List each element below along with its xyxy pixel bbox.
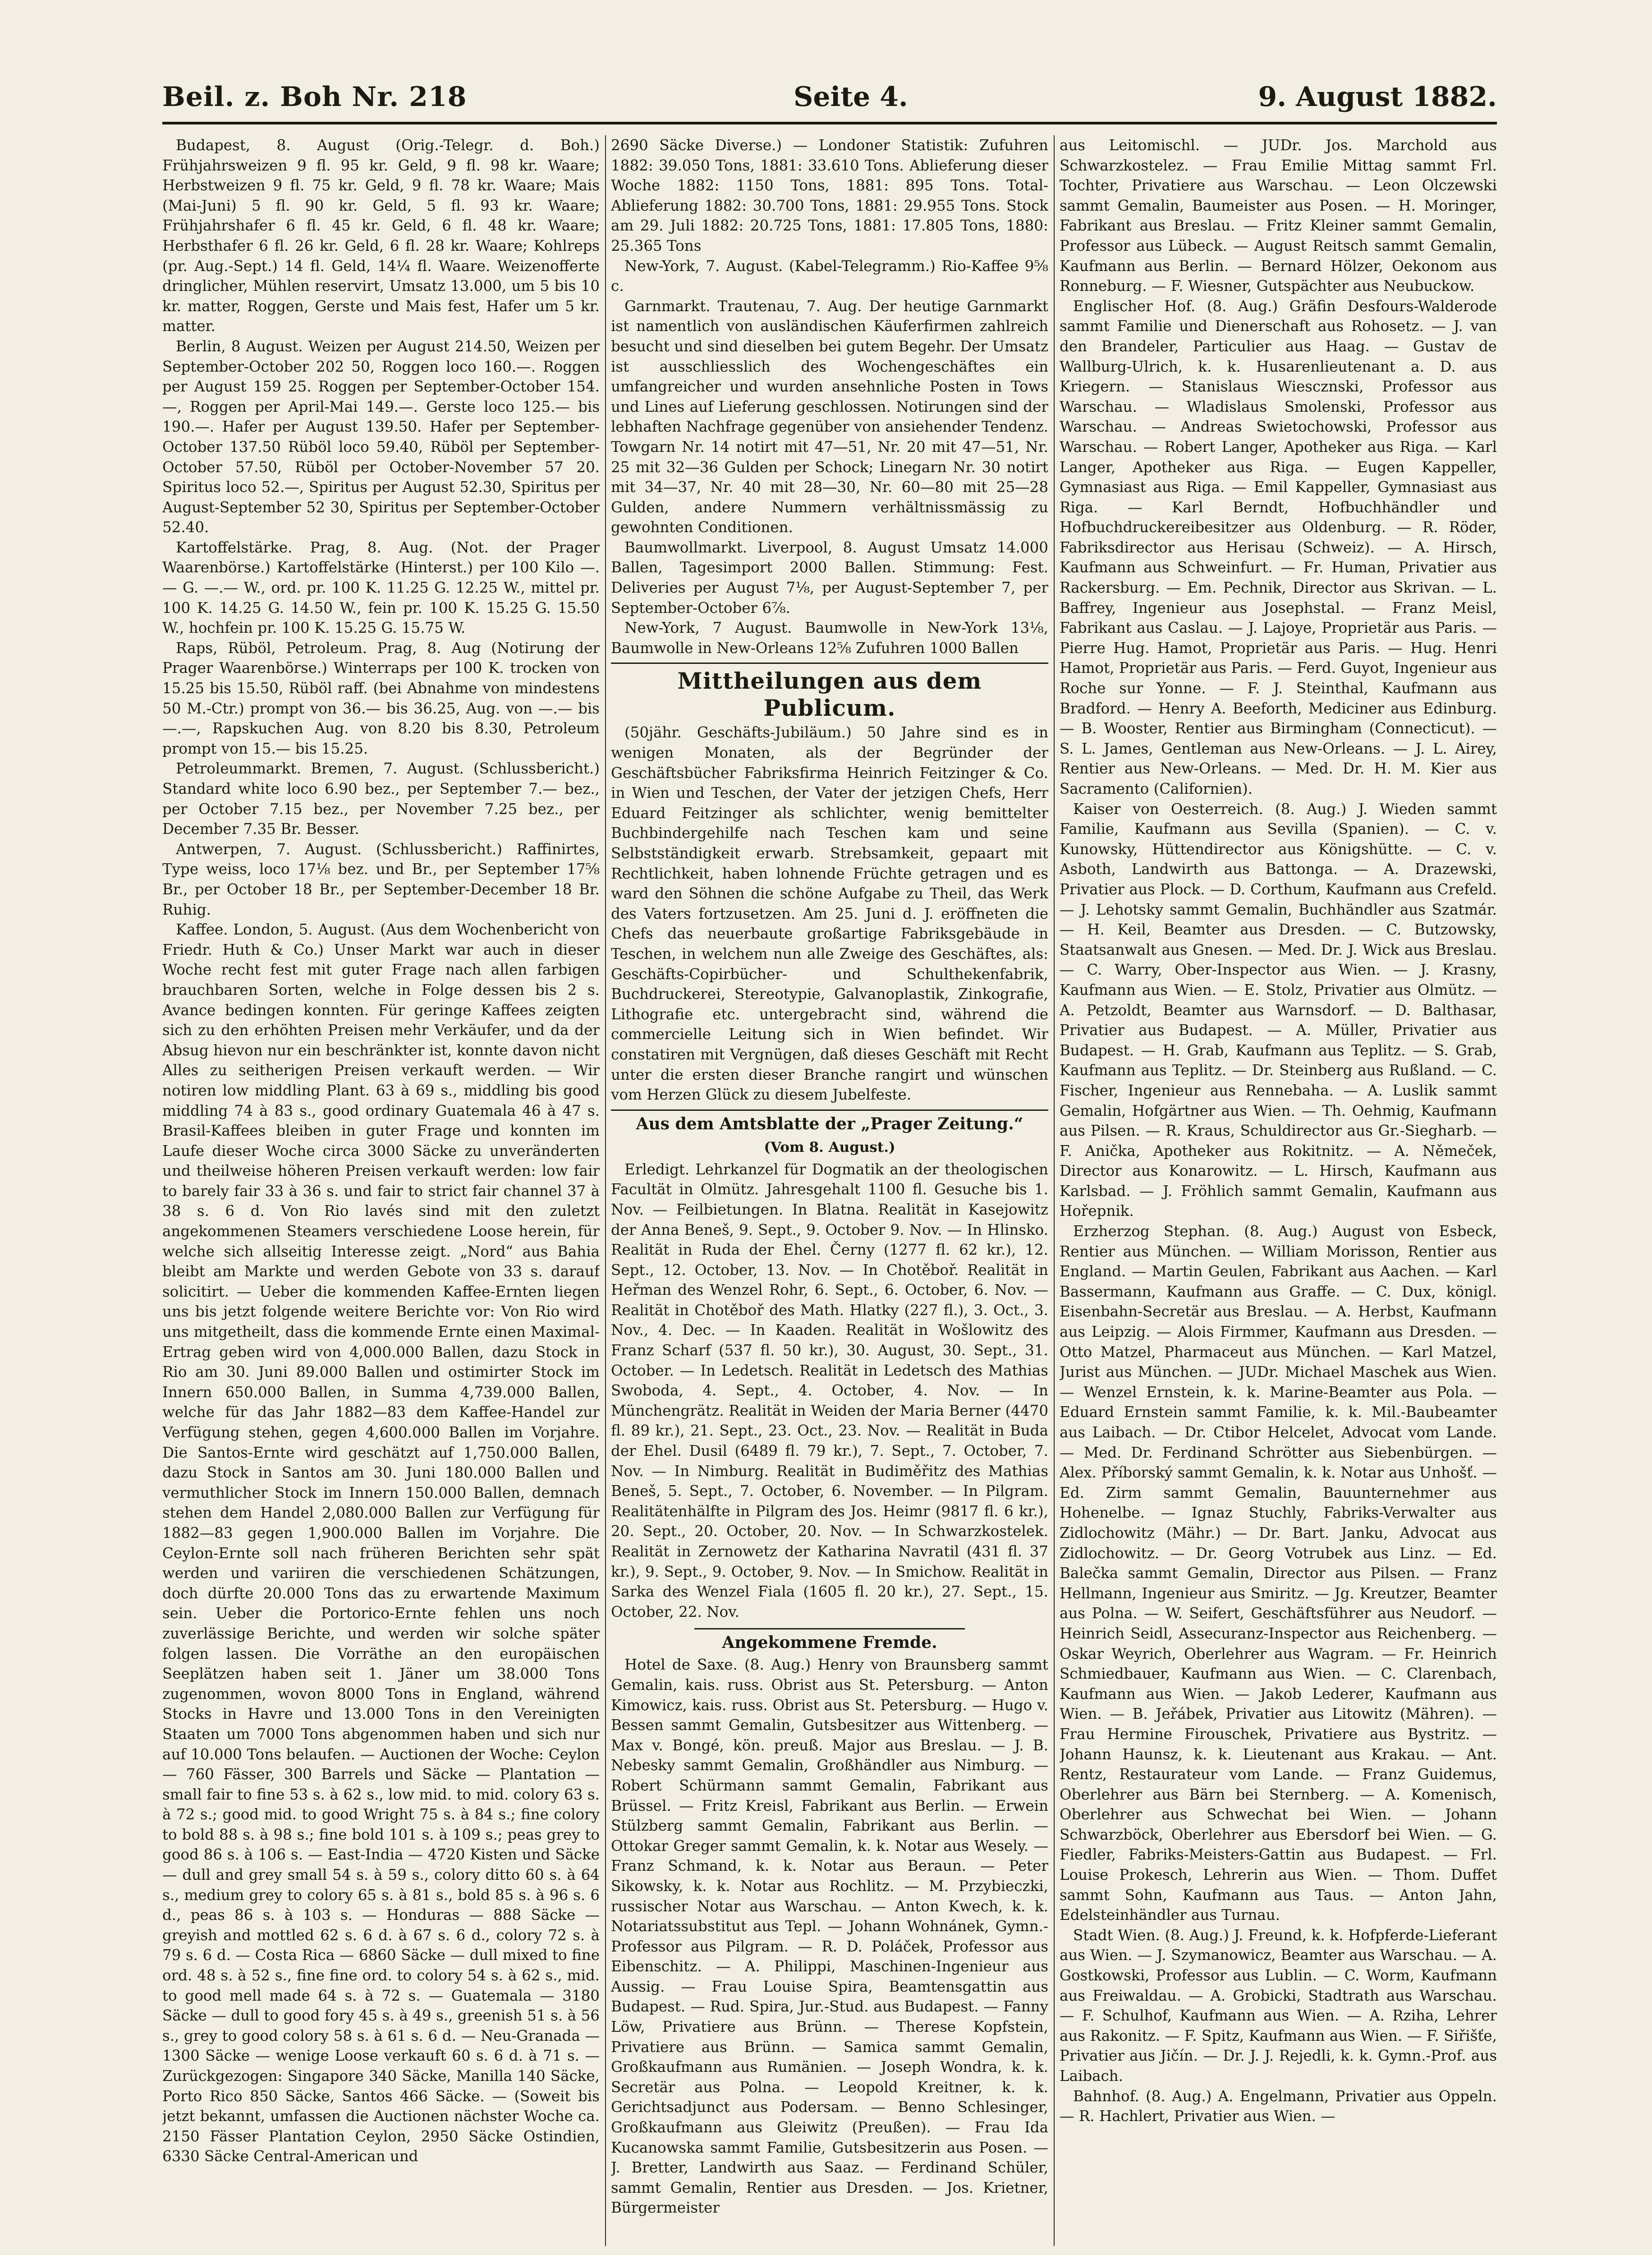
guest-list-kaiser-von-oesterreich: Kaiser von Oesterreich. (8. Aug.) J. Wieden sammt Familie, Kaufmann aus Sevilla (Spanien). — C. v. Kunowsky, Hüttendirector aus Königshütte. — C. v. Asboth, Landwirth aus Battonga. — A. Drazewski, Privatier aus Plock. — D. Corthum, Kaufmann aus Crefeld. — J. Lehotsky sammt Gemalin, Buchhändler aus Szatmár. — H. Keil, Beamter aus Dresden. — C. Butzowsky, Staatsanwalt aus Gnesen. — Med. Dr. J. Wick aus Breslau. — C. Warry, Ober-Inspector aus Wien. — J. Krasny, Kaufmann aus Wien. — E. Stolz, Privatier aus Olmütz. — A. Petzoldt, Beamter aus Warnsdorf. — D. Balthasar, Privatier aus Budapest. — A. Müller, Privatier aus Budapest. — H. Grab, Kaufmann aus Teplitz. — S. Grab, Kaufmann aus Teplitz. — Dr. Steinberg aus Rußland. — C. Fischer, Ingenieur aus Rennebaha. — A. Luslik sammt Gemalin, Hofgärtner aus Wien. — Th. Oehmig, Kaufmann aus Pilsen. — R. Kraus, Schuldirector aus Gr.-Siegharb. — F. Anička, Apotheker aus Rokitnitz. — A. Němeček, Director aus Konarowitz. — L. Hirsch, Kaufmann aus Karlsbad. — J. Fröhlich sammt Gemalin, Kaufmann aus Hořepnik. <box>1060 800 1497 1220</box>
article-geschaefts-jubilaeum: (50jähr. Geschäfts-Jubiläum.) 50 Jahre sind es in wenigen Monaten, als der Begründer der Geschäftsbücher Fabriksfirma Heinrich Feitzinger & Co. in Wien und Teschen, der Vater der jetzigen Chefs, Herr Eduard Feitzinger als schlichter, wenig bemittelter Buchbindergehilfe nach Teschen kam und seine Selbstständigkeit erwarb. Strebsamkeit, gepaart mit Rechtlichkeit, haben lohnende Früchte getragen und es ward den Söhnen die schöne Aufgabe zu Theil, das Werk des Vaters fortzusetzen. Am 25. Juni d. J. eröffneten die Chefs das neuerbaute großartige Fabriksgebäude in Teschen, in welchem nun alle Zweige des Geschäftes, als: Geschäfts-Copirbücher- und Schulthekenfabrik, Buchdruckerei, Stereotypie, Galvanoplastik, Zinkografie, Lithografie etc. untergebracht sind, während die commercielle Leitung sich in Wien befindet. Wir constatiren mit Vergnügen, daß dieses Geschäft mit Recht unter die ersten dieser Branche rangirt und wünschen vom Herzen Glück zu diesem Jubelfeste. <box>611 724 1048 1104</box>
market-report-kartoffelstaerke: Kartoffelstärke. Prag, 8. Aug. (Not. der Prager Waarenbörse.) Kartoffelstärke (Hinterst.) per 100 Kilo —.— G. —.— W., ord. pr. 100 K. 11.25 G. 12.25 W., mittel pr. 100 K. 14.25 G. 14.50 W., fein pr. 100 K. 15.25 G. 15.50 W., hochfein pr. 100 K. 15.25 G. 15.75 W. <box>162 538 600 637</box>
section-rule <box>611 663 1048 664</box>
market-report-antwerpen: Antwerpen, 7. August. (Schlussbericht.) Raffinirtes, Type weiss, loco 17⅛ bez. und Br., per September 17⅝ Br., per October 18 Br., per September-December 18 Br. Ruhig. <box>162 840 600 918</box>
guest-list-englischer-hof: Englischer Hof. (8. Aug.) Gräfin Desfours-Walderode sammt Familie und Dienerschaft aus Rohosetz. — J. van den Brandeler, Particulier aus Haag. — Gustav de Wallburg-Ulrich, k. k. Husarenlieutenant a. D. aus Kriegern. — Stanislaus Wiescznski, Professor aus Warschau. — Wladislaus Smolenski, Professor aus Warschau. — Andreas Swietochowski, Professor aus Warschau. — Robert Langer, Apotheker aus Riga. — Karl Langer, Apotheker aus Riga. — Eugen Kappeller, Gymnasiast aus Riga. — Emil Kappeller, Gymnasiast aus Riga. — Karl Berndt, Hofbuchhändler und Hofbuchdruckereibesitzer aus Oldenburg. — R. Röder, Fabriksdirector aus Herisau (Schweiz). — A. Hirsch, Kaufmann aus Schweinfurt. — Fr. Human, Privatier aus Rackersburg. — Em. Pechnik, Director aus Skrivan. — L. Baffrey, Ingenieur aus Josephstal. — Franz Meisl, Fabrikant aus Caslau. — J. Lajoye, Proprietär aus Paris. — Pierre Hug. Hamot, Proprietär aus Paris. — Hug. Henri Hamot, Proprietär aus Paris. — Ferd. Guyot, Ingenieur aus Roche sur Yonne. — F. J. Steinthal, Kaufmann aus Bradford. — Henry A. Beeforth, Mediciner aus Edinburg. — B. Wooster, Rentier aus Birmingham (Connecticut). — S. L. James, Gentleman aus New-Orleans. — J. L. Airey, Rentier aus New-Orleans. — Med. Dr. H. M. Kier aus Sacramento (Californien). <box>1060 297 1497 797</box>
amtsblatt-notices: Erledigt. Lehrkanzel für Dogmatik an der theologischen Facultät in Olmütz. Jahresgehalt 1100 fl. Gesuche bis 1. Nov. — Feilbietungen. In Blatna. Realität in Kasejowitz der Anna Beneš, 9. Sept., 9. October 9. Nov. — In Hlinsko. Realität in Ruda der Ehel. Černy (1277 fl. 62 kr.), 12. Sept., 12. October, 13. Nov. — In Chotěboř. Realität in Heřman des Wenzel Rohr, 6. Sept., 6. October, 6. Nov. — Realität in Chotěboř des Math. Hlatky (227 fl.), 3. Oct., 3. Nov., 4. Dec. — In Kaaden. Realität in Wošlowitz des Franz Scharf (537 fl. 50 kr.), 30. August, 30. Sept., 31. October. — In Ledetsch. Realität in Ledetsch des Mathias Swoboda, 4. Sept., 4. October, 4. Nov. — In Münchengrätz. Realität in Weiden der Maria Berner (4470 fl. 89 kr.), 21. Sept., 23. Oct., 23. Nov. — Realität in Buda der Ehel. Dusil (6489 fl. 79 kr.), 7. Sept., 7. October, 7. Nov. — In Nimburg. Realität in Budiměřitz des Mathias Beneš, 5. Sept., 7. October, 6. November. — In Pilgram. Realitätenhälfte in Pilgram des Jos. Heimr (9817 fl. 6 kr.), 20. Sept., 20. October, 20. Nov. — In Schwarzkostelek. Realität in Zernowetz der Katharina Navratil (431 fl. 37 kr.), 9. Sept., 9. October, 9. Nov. — In Smichow. Realität in Sarka des Wenzel Fiala (1605 fl. 20 kr.), 27. Sept., 15. October, 22. Nov. <box>611 1160 1048 1620</box>
kaffee-statistik: 2690 Säcke Diverse.) — Londoner Statistik: Zufuhren 1882: 39.050 Tons, 1881: 33.610 Tons. Ablieferung dieser Woche 1882: 1150 Tons, 1881: 895 Tons. Total-Ablieferung 1882: 30.700 Tons, 1881: 29.955 Tons. Stock am 29. Juli 1882: 20.725 Tons, 1881: 17.805 Tons, 1880: 25.365 Tons <box>611 137 1048 254</box>
column-middle <box>611 135 1048 2246</box>
section-title-publicum: Mittheilungen aus dem Publicum. <box>677 667 982 722</box>
guest-list-hotel-de-saxe: Hotel de Saxe. (8. Aug.) Henry von Braunsberg sammt Gemalin, kais. russ. Obrist aus St. Petersburg. — Anton Kimowicz, kais. russ. Obrist aus St. Petersburg. — Hugo v. Bessen sammt Gemalin, Gutsbesitzer aus Wittenberg. — Max v. Bongé, kön. preuß. Major aus Breslau. — J. B. Nebesky sammt Gemalin, Großhändler aus Nimburg. — Robert Schürmann sammt Gemalin, Fabrikant aus Brüssel. — Fritz Kreisl, Fabrikant aus Berlin. — Erwein Stülzberg sammt Gemalin, Fabrikant aus Berlin. — Ottokar Greger sammt Gemalin, k. k. Notar aus Wesely. — Franz Schmand, k. k. Notar aus Beraun. — Peter Sikowsky, k. k. Notar aus Rochlitz. — M. Przybieczki, russischer Notar aus Warschau. — Anton Kwech, k. k. Notariatssubstitut aus Tepl. — Johann Wohnánek, Gymn.-Professor aus Pilgram. — R. D. Poláček, Professor aus Eibenschitz. — A. Philippi, Maschinen-Ingenieur aus Aussig. — Frau Louise Spira, Beamtensgattin aus Budapest. — Rud. Spira, Jur.-Stud. aus Budapest. — Fanny Löw, Privatiere aus Brünn. — Therese Kopfstein, Privatiere aus Brünn. — Samica sammt Gemalin, Großkaufmann aus Rumänien. — Joseph Wondra, k. k. Secretär aus Polna. — Leopold Kreitner, k. k. Gerichtsadjunct aus Podersam. — Benno Schlesinger, Großkaufmann aus Gleiwitz (Preußen). — Frau Ida Kucanowska sammt Familie, Gutsbesitzerin aus Posen. — J. Bretter, Landwirth aus Saaz. — Ferdinand Schüler, sammt Gemalin, Rentier aus Dresden. — Jos. Krietner, Bürgermeister <box>611 1656 1048 2217</box>
guest-list-bahnhof: Bahnhof. (8. Aug.) A. Engelmann, Privatier aus Oppeln. — R. Hachlert, Privatier aus Wien. — <box>1060 2087 1497 2125</box>
section-title-amtsblatt: Aus dem Amtsblatte der „Prager Zeitung.“ <box>636 1114 1023 1133</box>
newspaper-sheet <box>162 72 1497 2255</box>
amtsblatt-date: (Vom 8. August.) <box>764 1139 895 1155</box>
market-report-kaffee: Kaffee. London, 5. August. (Aus dem Wochenbericht von Friedr. Huth & Co.) Unser Markt war auch in dieser Woche recht fest mit guter Frage nach allen farbigen brauchbaren Sorten, welche in Folge dessen bis 2 s. Avance bedingen konnten. Für geringe Kaffees zeigten sich zu den erhöhten Preisen mehr Verkäufer, und da der Absug hievon nur ein beschränkter ist, konnte davon nicht Alles zu seitherigen Preisen verkauft werden. — Wir notiren low middling Plant. 63 à 69 s., middling bis good middling 74 à 83 s., good ordinary Guatemala 46 à 47 s. Brasil-Kaffees bleiben in guter Frage und konnten im Laufe dieser Woche circa 3000 Säcke zu unveränderten und theilweise höheren Preisen verkauft werden: low fair to barely fair 33 à 36 s. und fair to strict fair channel 37 à 38 s. 6 d. Von Rio lavés sind mit den zuletzt angekommenen Steamers verschiedene Loose herein, für welche sich allseitig Interesse zeigt. „Nord“ aus Bahia bleibt am Markte und werden Gebote von 33 s. darauf solicitirt. — Ueber die kommenden Kaffee-Ernten liegen uns bis jetzt folgende weitere Berichte vor: Von Rio wird uns mitgetheilt, dass die kommende Ernte einen Maximal-Ertrag geben wird von 4,000.000 Ballen, dazu Stock in Rio am 30. Juni 89.000 Ballen und ostimirter Stock im Innern 650.000 Ballen, in Summa 4,739.000 Ballen, welche für das Jahr 1882—83 dem Kaffee-Handel zur Verfügung stehen, gegen 4,600.000 Ballen im Vorjahre. Die Santos-Ernte wird geschätzt auf 1,750.000 Ballen, dazu Stock in Santos am 30. Juni 180.000 Ballen und vermuthlicher Stock im Innern 150.000 Ballen, demnach stehen dem Handel 2,080.000 Ballen zur Verfügung für 1882—83 gegen 1,900.000 Ballen im Vorjahre. Die Ceylon-Ernte soll nach früheren Berichten sehr spät werden und variiren die verschiedenen Schätzungen, doch dürfte 20.000 Tons das zu erwartende Maximum sein. Ueber die Portorico-Ernte fehlen uns noch zuverlässige Berichte, und werden wir solche später folgen lassen. Die Vorräthe an den europäischen Seeplätzen haben seit 1. Jäner um 38.000 Tons zugenommen, wovon 8000 Tons in England, während Stocks in Havre und 13.000 Tons in den Vereinigten Staaten um 7000 Tons abgenommen haben und sich nur auf 10.000 Tons belaufen. — Auctionen der Woche: Ceylon — 760 Fässer, 300 Barrels und Säcke — Plantation — small fair to fine 53 s. à 62 s., low mid. to mid. colory 63 s. à 72 s.; good mid. to good Wright 75 s. à 84 s.; fine colory to bold 88 s. à 98 s.; fine bold 101 s. à 109 s.; peas grey to good 86 s. à 106 s. — East-India — 4720 Kisten und Säcke — dull and grey small 54 s. à 59 s., colory ditto 60 s. à 64 s., medium grey to colory 65 s. à 81 s., bold 85 s. à 96 s. 6 d., peas 86 s. à 103 s. — Honduras — 888 Säcke — greyish and mottled 62 s. 6 d. à 67 s. 6 d., colory 72 s. à 79 s. 6 d. — Costa Rica — 6860 Säcke — dull mixed to fine ord. 48 s. à 52 s., fine fine ord. to colory 54 s. à 62 s., mid. to good mell made 64 s. à 72 s. — Guatemala — 3180 Säcke — dull to good fory 45 s. à 49 s., greenish 51 s. à 56 s., grey to good colory 58 s. à 61 s. 6 d. — Neu-Granada — 1300 Säcke — wenige Loose verkauft 60 s. 6 d. à 71 s. — Zurückgezogen: Singapore 340 Säcke, Manilla 140 Säcke, Porto Rico 850 Säcke, Santos 466 Säcke. — (Soweit bis jetzt bekannt, umfassen die Auctionen nächster Woche ca. 2150 Fässer Plantation Ceylon, 2950 Säcke Ostindien, 6330 Säcke Central-American und <box>162 921 600 2165</box>
running-head <box>162 72 1497 126</box>
page-number: Seite 4. <box>794 81 908 113</box>
header-rule <box>162 122 1497 124</box>
column-divider-1 <box>605 135 606 2246</box>
supplement-label: Beil. z. Boh Nr. 218 <box>162 81 467 113</box>
market-report-budapest: Budapest, 8. August (Orig.-Telegr. d. Boh.) Frühjahrsweizen 9 fl. 95 kr. Geld, 9 fl. 98 kr. Waare; Herbstweizen 9 fl. 75 kr. Geld, 9 fl. 78 kr. Waare; Mais (Mai-Juni) 5 fl. 90 kr. Geld, 5 fl. 93 kr. Waare; Frühjahrshafer 6 fl. 45 kr. Geld, 6 fl. 48 kr. Waare; Herbsthafer 6 fl. 26 kr. Geld, 6 fl. 28 kr. Waare; Kohlreps (pr. Aug.-Sept.) 14 fl. Geld, 14¼ fl. Waare. Weizenofferte dringlicher, Mühlen reservirt, Umsatz 13.000, um 5 bis 10 kr. matter, Roggen, Gerste und Mais fest, Hafer um 5 kr. matter. <box>162 137 600 335</box>
guest-list-continued: aus Leitomischl. — JUDr. Jos. Marchold aus Schwarzkostelez. — Frau Emilie Mittag sammt Frl. Tochter, Privatiere aus Warschau. — Leon Olczewski sammt Gemalin, Baumeister aus Posen. — H. Moringer, Fabrikant aus Breslau. — Fritz Kleiner sammt Gemalin, Professor aus Lübeck. — August Reitsch sammt Gemalin, Kaufmann aus Berlin. — Bernard Hölzer, Oekonom aus Ronneburg. — F. Wiesner, Gutspächter aus Neubuckow. <box>1060 137 1497 295</box>
market-report-raps: Raps, Rüböl, Petroleum. Prag, 8. Aug (Notirung der Prager Waarenbörse.) Winterraps per 100 K. trocken von 15.25 bis 15.50, Rüböl raff. (bei Abnahme von mindestens 50 M.-Ctr.) prompt von 36.— bis 36.25, Aug. von —.— bis —.—, Rapskuchen Aug. von 8.20 bis 8.30, Petroleum prompt von 15.— bis 15.25. <box>162 639 600 757</box>
market-report-baumwolle-newyork: New-York, 7 August. Baumwolle in New-York 13⅛, Baumwolle in New-Orleans 12⅝ Zufuhren 1000 Ballen <box>611 619 1048 657</box>
section-rule <box>694 1628 965 1629</box>
market-report-petroleum-bremen: Petroleummarkt. Bremen, 7. August. (Schlussbericht.) Standard white loco 6.90 bez., per September 7.— bez., per October 7.15 bez., per November 7.25 bez., per December 7.35 Br. Besser. <box>162 760 600 838</box>
market-report-newyork-kaffee: New-York, 7. August. (Kabel-Telegramm.) Rio-Kaffee 9⅝ c. <box>611 257 1048 295</box>
guest-list-stadt-wien: Stadt Wien. (8. Aug.) J. Freund, k. k. Hofpferde-Lieferant aus Wien. — J. Szymanowicz, Beamter aus Warschau. — A. Gostkowski, Professor aus Lublin. — C. Worm, Kaufmann aus Freiwaldau. — A. Grobicki, Stadtrath aus Warschau. — F. Schulhof, Kaufmann aus Wien. — A. Rziha, Lehrer aus Rakonitz. — F. Spitz, Kaufmann aus Wien. — F. Siřišťe, Privatier aus Jičín. — Dr. J. J. Rejedli, k. k. Gymn.-Prof. aus Laibach. <box>1060 1926 1497 2085</box>
section-title-fremde: Angekommene Fremde. <box>722 1633 937 1652</box>
guest-list-erzherzog-stephan: Erzherzog Stephan. (8. Aug.) August von Esbeck, Rentier aus München. — William Morisson, Rentier aus England. — Martin Geulen, Fabrikant aus Aachen. — Karl Bassermann, Kaufmann aus Graffe. — C. Dux, königl. Eisenbahn-Secretär aus Breslau. — A. Herbst, Kaufmann aus Leipzig. — Alois Firmmer, Kaufmann aus Dresden. — Otto Matzel, Pharmaceut aus München. — Karl Matzel, Jurist aus München. — JUDr. Michael Maschek aus Wien. — Wenzel Ernstein, k. k. Marine-Beamter aus Pola. — Eduard Ernstein sammt Familie, k. k. Mil.-Baubeamter aus Laibach. — Dr. Ctibor Helcelet, Advocat vom Lande. — Med. Dr. Ferdinand Schrötter aus Siebenbürgen. — Alex. Příborský sammt Gemalin, k. k. Notar aus Unhošť. — Ed. Zirm sammt Gemalin, Bauunternehmer aus Hohenelbe. — Ignaz Stuchly, Fabriks-Verwalter aus Zidlochowitz (Mähr.) — Dr. Bart. Janku, Advocat aus Zidlochowitz. — Dr. Georg Votrubek aus Linz. — Ed. Balečka sammt Gemalin, Director aus Pilsen. — Franz Hellmann, Ingenieur aus Smiritz. — Jg. Kreutzer, Beamter aus Polna. — W. Seifert, Geschäftsführer aus Neudorf. — Heinrich Seidl, Assecuranz-Inspector aus Reichenberg. — Oskar Weyrich, Oberlehrer aus Wagram. — Fr. Heinrich Schmiedbauer, Kaufmann aus Wien. — C. Clarenbach, Kaufmann aus Wien. — Jakob Lederer, Kaufmann aus Wien. — B. Jeřábek, Privatier aus Litowitz (Mähren). — Frau Hermine Firouschek, Privatiere aus Bystritz. — Johann Haunsz, k. k. Lieutenant aus Krakau. — Ant. Rentz, Restaurateur vom Lande. — Franz Guidemus, Oberlehrer aus Bärn bei Sternberg. — A. Komenisch, Oberlehrer aus Schwechat bei Wien. — Johann Schwarzböck, Oberlehrer aus Ebersdorf bei Wien. — G. Fiedler, Fabriks-Meisters-Gattin aus Budapest. — Frl. Louise Prokesch, Lehrerin aus Wien. — Thom. Duffet sammt Sohn, Kaufmann aus Taus. — Anton Jahn, Edelsteinhändler aus Turnau. <box>1060 1223 1497 1924</box>
market-report-berlin: Berlin, 8 August. Weizen per August 214.50, Weizen per September-October 202 50, Roggen loco 160.—. Roggen per August 159 25. Roggen per September-October 154.—, Roggen per April-Mai 149.—. Gerste loco 125.— bis 190.—. Hafer per August 139.50. Hafer per September-October 137.50 Rüböl loco 59.40, Rüböl per September-October 57.50, Rüböl per October-November 57 20. Spiritus loco 52.—, Spiritus per August 52.30, Spiritus per August-September 52 30, Spiritus per September-October 52.40. <box>162 337 600 536</box>
column-markets <box>162 135 600 2246</box>
section-rule <box>611 1109 1048 1111</box>
issue-date: 9. August 1882. <box>1258 81 1497 113</box>
column-divider-2 <box>1054 135 1055 2246</box>
market-report-garnmarkt: Garnmarkt. Trautenau, 7. Aug. Der heutige Garnmarkt ist namentlich von ausländischen Käuferfirmen zahlreich besucht und sind dieselben bei gutem Begehr. Der Umsatz ist ausschliesslich des Wochengeschäftes ein umfangreicher und wurden ansehnliche Posten in Tows und Lines auf Lieferung geschlossen. Notirungen sind der lebhaften Nachfrage gegenüber von ansiehender Tendenz. Towgarn Nr. 14 notirt mit 47—51, Nr. 20 mit 47—51, Nr. 25 mit 32—36 Gulden per Schock; Linegarn Nr. 30 notirt mit 34—37, Nr. 40 mit 28—30, Nr. 60—80 mit 25—28 Gulden, andere Nummern verhältnissmässig zu gewohnten Conditionen. <box>611 297 1048 536</box>
column-guests <box>1060 135 1497 2246</box>
market-report-baumwolle-liverpool: Baumwollmarkt. Liverpool, 8. August Umsatz 14.000 Ballen, Tagesimport 2000 Ballen. Stimmung: Fest. Deliveries per August 7⅛, per August-September 7, per September-October 6⅞. <box>611 538 1048 617</box>
